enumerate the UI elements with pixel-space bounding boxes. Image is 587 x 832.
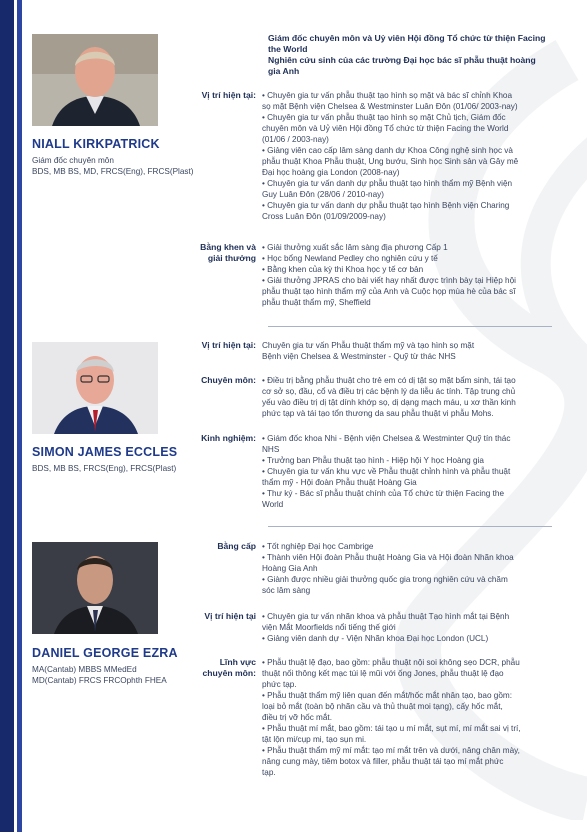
person-name: SIMON JAMES ECCLES bbox=[32, 445, 178, 459]
left-accent-bar bbox=[17, 0, 22, 832]
section-awards bbox=[188, 242, 560, 308]
section-current-position bbox=[188, 340, 560, 362]
section-content: • Giải thưởng xuất sắc lâm sàng địa phương Cấp 1 • Học bổng Newland Pedley cho nghiên cứu y tế • Bằng khen của kỳ thi Khoa học y tế cơ bản • Giải thưởng JPRAS cho bài viết hay nhất được trình bày tại Hiệp hội phẫu thuật tạo hình thẩm mỹ của Anh và Cuộc họp mùa hè của bác sĩ phẫu thuật thẩm mỹ, Sheffield bbox=[262, 243, 516, 307]
person-credentials: MA(Cantab) MBBS MMedEd MD(Cantab) FRCS FRCOphth FHEA bbox=[32, 665, 167, 685]
section-label: Bằng khen và giải thưởng bbox=[200, 242, 256, 263]
person-headline: Giám đốc chuyên môn và Uỷ viên Hội đồng Tổ chức từ thiện Facing the World Nghiên cứu sinh của các trường Đại học bác sĩ phẫu thuật hoàng gia Anh bbox=[268, 33, 546, 76]
section-divider bbox=[268, 526, 552, 527]
section-current-position bbox=[188, 611, 560, 644]
section-label: Lĩnh vực chuyên môn: bbox=[202, 657, 256, 678]
person-credentials: Giám đốc chuyên môn BDS, MB BS, MD, FRCS(Eng), FRCS(Plast) bbox=[32, 156, 194, 176]
section-divider bbox=[268, 326, 552, 327]
section-label: Chuyên môn: bbox=[201, 375, 256, 385]
section-content: • Giám đốc khoa Nhi - Bệnh viện Chelsea & Westminter Quỹ tín thác NHS • Trưởng ban Phẫu thuật tạo hình - Hiệp hội Y học Hoàng gia • Chuyên gia tư vấn khu vực về Phẫu thuật chỉnh hình và phẫu thuật thẩm mỹ - Hội đoàn Phẫu thuật Hoàng Gia • Thư ký - Bác sĩ phẫu thuật chính của Tổ chức từ thiện Facing the World bbox=[262, 434, 511, 509]
section-experience bbox=[188, 433, 560, 510]
section-label: Vị trí hiện tại: bbox=[201, 90, 256, 100]
person-name: NIALL KIRKPATRICK bbox=[32, 137, 160, 151]
section-label: Bằng cấp bbox=[217, 541, 256, 551]
section-content: • Tốt nghiệp Đại học Cambrige • Thành viên Hội đoàn Phẫu thuật Hoàng Gia và Hội đoàn Nhãn khoa Hoàng Gia Anh • Giành được nhiều giải thưởng quốc gia trong nghiên cứu và chăm sóc lâm sàng bbox=[262, 542, 514, 595]
portrait-daniel-george-ezra bbox=[32, 542, 158, 634]
portrait-simon-james-eccles bbox=[32, 342, 158, 434]
section-current-position bbox=[188, 90, 560, 222]
section-qualifications bbox=[188, 541, 560, 596]
section-content: • Điều trị bằng phẫu thuật cho trẻ em có dị tật sọ mặt bẩm sinh, tái tạo cơ sở sọ, đầu, cổ và điều trị các bệnh lý da liễu ác tính. Tập trung chủ yếu vào điều trị dị tật dính khớp sọ, dị dạng mạch máu, u xơ thần kinh phức tạp và tái tạo tổn thương da sau phẫu thuật vi phẫu Mohs. bbox=[262, 376, 516, 418]
section-specialty bbox=[188, 375, 560, 419]
section-content: • Chuyên gia tư vấn nhãn khoa và phẫu thuật Tạo hình mắt tại Bệnh viện Mắt Moorfields nổi tiếng thế giới • Giảng viên danh dự - Viện Nhãn khoa Đại học London (UCL) bbox=[262, 612, 510, 643]
section-content: • Chuyên gia tư vấn phẫu thuật tạo hình sọ mặt và bác sĩ chỉnh Khoa sọ mặt Bệnh viện Chelsea & Westminster Luân Đôn (01/06/ 2003-nay) • Chuyên gia tư vấn phẫu thuật tạo hình sọ mặt Chủ tịch, Giám đốc chuyên môn và Uỷ viên Hội đồng Tổ chức từ thiện Facing the World (01/06 / 2003-nay) • Giảng viên cao cấp lâm sàng danh dự Khoa Công nghệ sinh học và phẫu thuật Khoa Phẫu thuật, Ung bướu, Sinh học Sinh sản và Gây mê Đại học hoàng gia London (2008-nay) • Chuyên gia tư vấn danh dự phẫu thuật tạo hình thẩm mỹ Bệnh viện Guy Luân Đôn (28/06 / 2010-nay) • Chuyên gia tư vấn danh dự phẫu thuật tạo hình Bệnh viện Charing Cross Luân Đôn (01/09/2009-nay) bbox=[262, 91, 519, 221]
section-label: Vị trí hiện tại bbox=[204, 611, 256, 621]
left-dark-bar bbox=[0, 0, 14, 832]
section-label: Vị trí hiện tại: bbox=[201, 340, 256, 350]
person-credentials: BDS, MB BS, FRCS(Eng), FRCS(Plast) bbox=[32, 464, 177, 473]
section-content: Chuyên gia tư vấn Phẫu thuật thẩm mỹ và tạo hình sọ mặt Bệnh viện Chelsea & Westminster - Quỹ từ thác NHS bbox=[262, 341, 475, 361]
section-specialty-areas bbox=[188, 657, 560, 778]
section-content: • Phẫu thuật lệ đạo, bao gồm: phẫu thuật nội soi không sẹo DCR, phẫu thuật nối thông kết mạc túi lệ mũi với ống Jones, phẫu thuật lệ đạo phức tạp. • Phẫu thuật thẩm mỹ liên quan đến mắt/hốc mắt nhân tạo, bao gồm: loại bỏ mắt (toàn bộ nhãn cầu và thủ thuật moi tạng), cấy hốc mắt, điều trị vỡ hốc mắt. • Phẫu thuật mí mắt, bao gồm: tái tạo u mí mắt, sụt mí, mí mắt sai vị trí, tật lộn mi/cụp mi, tạo sụn mi. • Phẫu thuật thẩm mỹ mí mắt: tạo mí mắt trên và dưới, nâng chân mày, nâng cung mày, tiêm botox và filler, phẫu thuật tái tạo mí mắt phức tạp. bbox=[262, 658, 521, 777]
portrait-niall-kirkpatrick bbox=[32, 34, 158, 126]
person-name: DANIEL GEORGE EZRA bbox=[32, 646, 178, 660]
section-label: Kinh nghiệm: bbox=[201, 433, 256, 443]
